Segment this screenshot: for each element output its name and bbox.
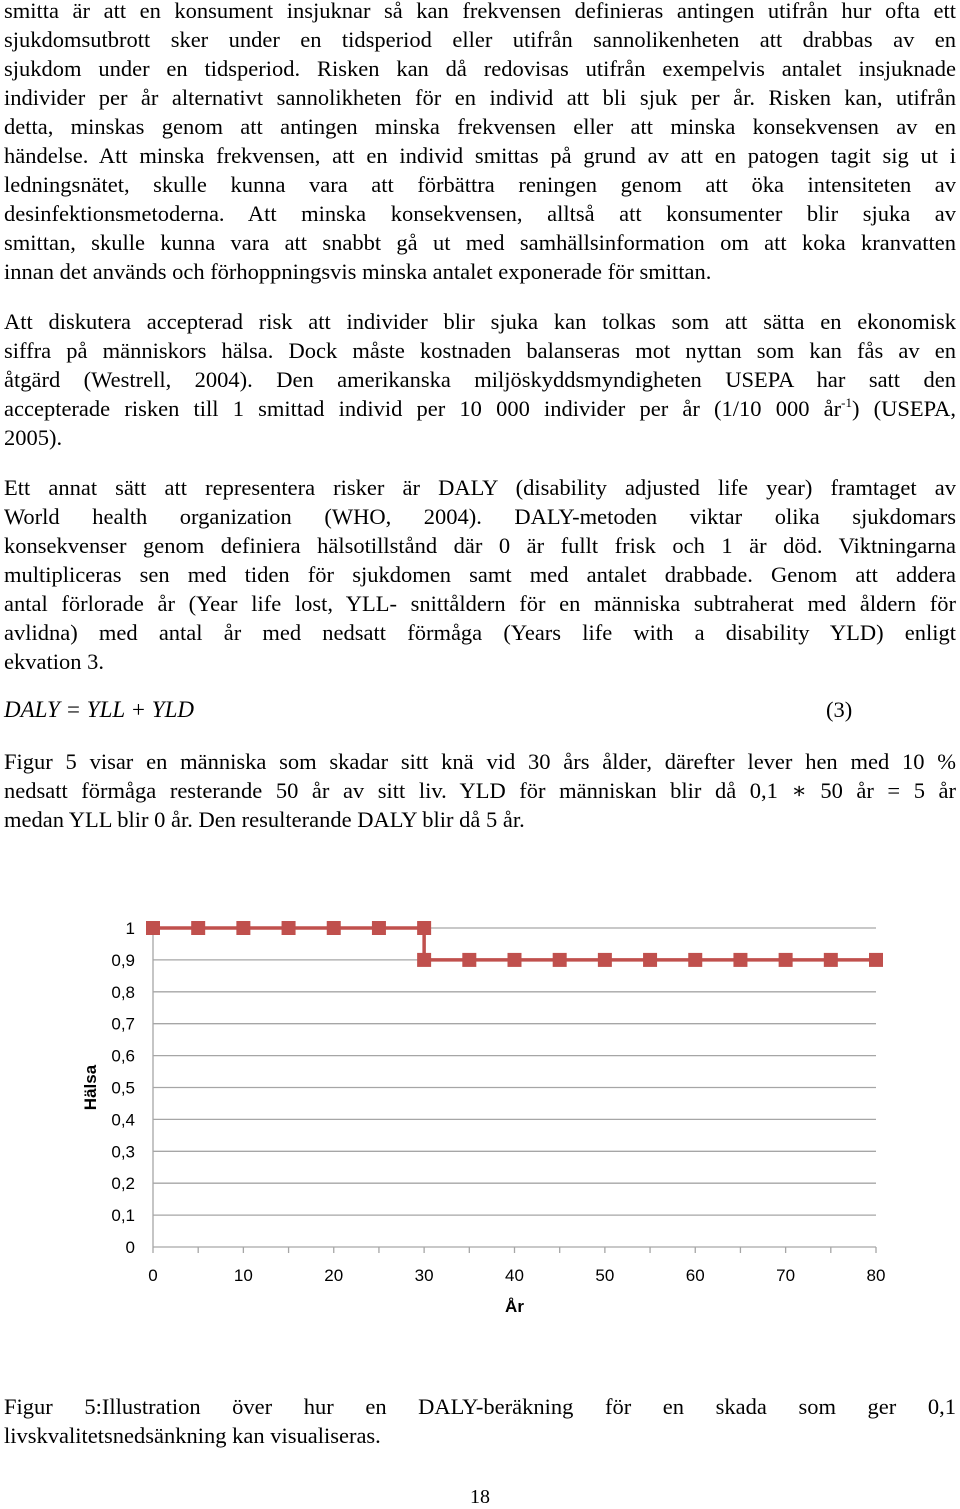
- x-tick-label: 30: [414, 1266, 434, 1285]
- equation-number: (3): [826, 697, 853, 722]
- data-point-marker: [462, 953, 476, 967]
- text-line: händelse. Att minska frekvensen, att en individ smittas på grund av att en patogen tagit sig ut i: [4, 143, 956, 168]
- text-line: detta, minskas genom att antingen minska frekvensen eller att minska konsekvensen av en: [4, 114, 956, 139]
- y-tick-label: 0,9: [111, 950, 135, 970]
- text-line: åtgärd (Westrell, 2004). Den amerikanska miljöskyddsmyndigheten USEPA har satt den: [4, 367, 956, 392]
- data-point-marker: [327, 921, 341, 935]
- text-line: smitta är att en konsument insjuknar så kan frekvensen definieras antingen utifrån hur ofta ett: [4, 0, 956, 23]
- y-tick-label: 0,1: [111, 1206, 135, 1226]
- text-line: konsekvenser genom definiera hälsotillstånd där 0 är fullt frisk och 1 är död. Viktningarna: [4, 533, 956, 558]
- equation-expression: DALY = YLL + YLD: [4, 697, 194, 722]
- equation-3: [4, 697, 856, 723]
- text-line: [4, 394, 956, 423]
- data-point-marker: [598, 953, 612, 967]
- data-point-marker: [779, 953, 793, 967]
- y-tick-label: 0,4: [111, 1110, 135, 1130]
- text-line: individer per år alternativt sannolikheten för en individ att bli sjuk per år. Risken kan, utifrån: [4, 85, 956, 110]
- text-line: 2005).: [4, 425, 63, 450]
- y-tick-label: 0,3: [111, 1142, 135, 1162]
- data-point-marker: [643, 953, 657, 967]
- text-line: multipliceras sen med tiden för sjukdomen samt med antalet drabbade. Genom att addera: [4, 562, 956, 587]
- text-line: sjukdom under en tidsperiod. Risken kan då redovisas utifrån exempelvis antalet insjuknade: [4, 56, 956, 81]
- data-point-marker: [282, 921, 296, 935]
- x-axis-label: År: [505, 1297, 524, 1316]
- x-tick-label: 10: [233, 1266, 253, 1285]
- data-point-marker: [824, 953, 838, 967]
- data-point-marker: [417, 953, 431, 967]
- text-line: nedsatt förmåga resterande 50 år av sitt liv. YLD för människan blir då 0,1 ∗ 50 år = 5 år: [4, 778, 956, 803]
- data-point-marker: [146, 921, 160, 935]
- paragraph-risk-frequency: [4, 0, 956, 286]
- x-tick-label: 80: [866, 1266, 886, 1285]
- text-line: sjukdomsutbrott sker under en tidsperiod eller utifrån sannolikenheten att drabbas av en: [4, 27, 956, 52]
- daly-chart: [0, 880, 960, 1330]
- text-line: ledningsnätet, skulle kunna vara att förbättra reningen genom att öka intensiteten av: [4, 172, 956, 197]
- text-line: innan det används och förhoppningsvis minska antalet exponerade för smittan.: [4, 259, 712, 284]
- y-tick-label: 0,6: [111, 1046, 135, 1066]
- x-tick-label: 70: [776, 1266, 796, 1285]
- paragraph-daly: [4, 473, 956, 676]
- x-tick-label: 50: [595, 1266, 615, 1285]
- text-segment: ) (USEPA,: [851, 396, 956, 421]
- y-tick-label: 0,8: [111, 982, 135, 1002]
- x-tick-label: 40: [505, 1266, 524, 1285]
- text-line: Ett annat sätt att representera risker är DALY (disability adjusted life year) framtaget av: [4, 475, 956, 500]
- superscript: -1: [841, 395, 852, 410]
- x-tick-label: 20: [324, 1266, 344, 1285]
- text-line: Figur 5 visar en människa som skadar sitt knä vid 30 års ålder, därefter lever hen med 10 %: [4, 749, 956, 774]
- data-point-marker: [688, 953, 702, 967]
- text-line: avlidna) med antal år med nedsatt förmåga (Years life with a disability YLD) enligt: [4, 620, 956, 645]
- text-line: Figur 5:Illustration över hur en DALY-beräkning för en skada som ger 0,1: [4, 1394, 956, 1419]
- data-point-marker: [553, 953, 567, 967]
- y-tick-label: 0: [125, 1238, 135, 1257]
- text-line: medan YLL blir 0 år. Den resulterande DALY blir då 5 år.: [4, 807, 525, 832]
- data-point-marker: [508, 953, 522, 967]
- y-axis-label: Hälsa: [81, 1064, 100, 1111]
- paragraph-figure-description: [4, 747, 956, 834]
- data-point-marker: [236, 921, 250, 935]
- y-tick-label: 1: [125, 919, 135, 938]
- data-point-marker: [417, 921, 431, 935]
- text-line: World health organization (WHO, 2004). DALY-metoden viktar olika sjukdomars: [4, 504, 956, 529]
- y-tick-label: 0,2: [111, 1174, 135, 1194]
- paragraph-accepted-risk: [4, 307, 956, 452]
- text-line: siffra på människors hälsa. Dock måste kostnaden balanseras mot nyttan som kan fås av en: [4, 338, 956, 363]
- text-line: Att diskutera accepterad risk att individer blir sjuka kan tolkas som att sätta en ekonomisk: [4, 309, 956, 334]
- text-line: ekvation 3.: [4, 649, 104, 674]
- figure-caption: [4, 1392, 956, 1450]
- y-tick-label: 0,5: [111, 1078, 135, 1098]
- page-number: 18: [470, 1486, 490, 1508]
- x-tick-label: 60: [685, 1266, 705, 1285]
- text-line: desinfektionsmetoderna. Att minska konsekvensen, alltså att konsumenter blir sjuka av: [4, 201, 956, 226]
- data-point-marker: [372, 921, 386, 935]
- data-point-marker: [733, 953, 747, 967]
- data-point-marker: [869, 953, 883, 967]
- text-line: smittan, skulle kunna vara att snabbt gå ut med samhällsinformation om att koka kranvatten: [4, 230, 956, 255]
- text-line: livskvalitetsnedsänkning kan visualiseras.: [4, 1423, 381, 1448]
- y-tick-label: 0,7: [111, 1014, 135, 1034]
- text-segment: accepterade risken till 1 smittad individ per 10 000 individer per år (1/10 000 år: [4, 396, 842, 421]
- x-tick-label: 0: [148, 1266, 158, 1285]
- data-point-marker: [191, 921, 205, 935]
- text-line: antal förlorade år (Year life lost, YLL- snittåldern för en människa subtraherat med åldern för: [4, 591, 956, 616]
